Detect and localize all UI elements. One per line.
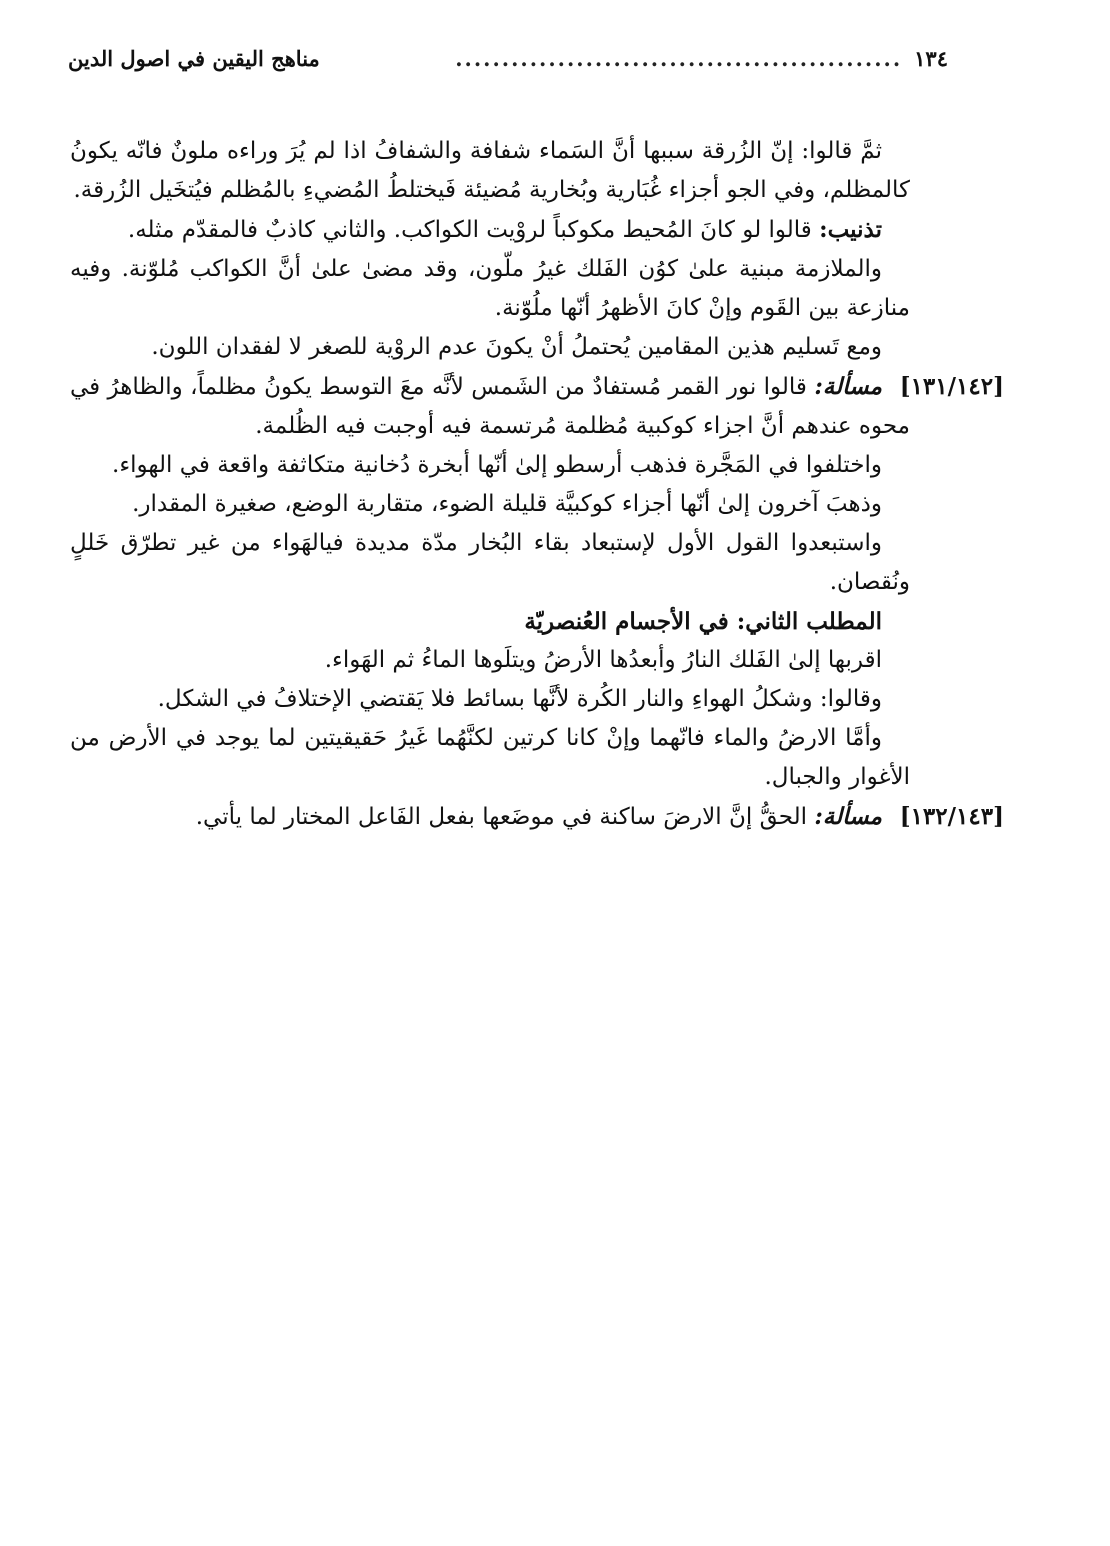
paragraph-6: [70, 446, 910, 485]
paragraph-10: [70, 680, 910, 719]
paragraph-lead: مسألة:: [814, 373, 882, 400]
paragraph-8: [70, 524, 910, 602]
paragraph-4: [70, 328, 910, 367]
paragraph-7: [70, 485, 910, 524]
paragraph-3: [70, 250, 910, 328]
running-title: مناهج اليقين في اصول الدين: [68, 46, 320, 71]
paragraph-text: قالوا لو كانَ المُحيط مكوكباً لروْيت الكواكب. والثاني كاذبٌ فالمقدّم مثله.: [127, 217, 820, 243]
paragraph-12: [70, 797, 1004, 837]
paragraph-text: وقالوا: وشكلُ الهواءِ والنار الكُرة لأنَّها بسائط فلا يَقتضي الإختلافُ في الشكل.: [157, 686, 882, 712]
paragraph-text: واختلفوا في المَجَّرة فذهب أرسطو إلىٰ أنّها أبخرة دُخانية متكاثفة واقعة في الهواء.: [112, 452, 882, 478]
section-marker: [١٣١/١٤٢]: [899, 373, 1004, 400]
paragraph-text: قالوا نور القمر مُستفادٌ من الشَمس لأنَّه معَ التوسط يكونُ مظلماً، والظاهرُ في محوه عندهم أنَّ اجزاء كوكبية مُظلمة مُرتسمة فيه أوجبت فيه الظُلمة.: [70, 374, 910, 439]
paragraph-text: الحقُّ إنَّ الارضَ ساكنة في موضَعها بفعل الفَاعل المختار لما يأتي.: [195, 804, 815, 830]
paragraph-text: وأمَّا الارضُ والماء فانّهما وإنْ كانا كرتين لكنَّهُما غَيرُ حَقيقيتين لما يوجد في الأرض من الأغوار والجبال.: [70, 725, 910, 790]
paragraph-text: ومع تَسليم هذين المقامين يُحتملُ أنْ يكونَ عدم الروْية للصغر لا لفقدان اللون.: [151, 334, 882, 360]
paragraph-lead: تذنيب:: [819, 216, 882, 243]
paragraph-text: واستبعدوا القول الأول لإستبعاد بقاء البُخار مدّة مديدة فيالهَواء من غير تطرّق خَللٍ ونُقصان.: [70, 530, 910, 595]
section-heading: المطلب الثاني: في الأجسام العُنصريّة: [524, 608, 882, 635]
paragraph-9: [70, 641, 910, 680]
paragraph-2: [70, 210, 910, 250]
paragraph-11: [70, 719, 910, 797]
section-marker: [١٣٢/١٤٣]: [899, 803, 1004, 830]
paragraph-text: وذهبَ آخرون إلىٰ أنّها أجزاء كوكبيَّة قليلة الضوء، متقاربة الوضع، صغيرة المقدار.: [132, 491, 882, 517]
header-leader-dots: ................................................: [455, 46, 903, 71]
paragraph-text: اقربها إلىٰ الفَلك النارُ وأبعدُها الأرضُ ويتلَوها الماءُ ثم الهَواء.: [324, 647, 882, 673]
body-text: [70, 132, 1004, 837]
paragraph-5: [70, 367, 1004, 446]
paragraph-lead: مسألة:: [814, 803, 882, 830]
paragraph-text: والملازمة مبنية علىٰ كوُن الفَلك غيرُ ملّون، وقد مضىٰ علىٰ أنَّ الكواكب مُلوّنة. وفيه منازعة بين القَوم وإنْ كانَ الأظهرُ أنّها ملُوّنة.: [70, 256, 910, 321]
page-number: ١٣٤: [914, 46, 948, 71]
paragraph-1: [70, 132, 910, 210]
page-header: [68, 46, 948, 82]
paragraph-text: ثمَّ قالوا: إنّ الزُرقة سببها أنَّ السَماء شفافة والشفافُ اذا لم يُرَ وراءه ملونٌ فانّه يكونُ كالمظلم، وفي الجو أجزاء غُبَارية وبُخارية مُضيئة فَيختلطُ المُضيءِ بالمُظلم فيُتخَيل الزُرقة.: [70, 138, 910, 203]
